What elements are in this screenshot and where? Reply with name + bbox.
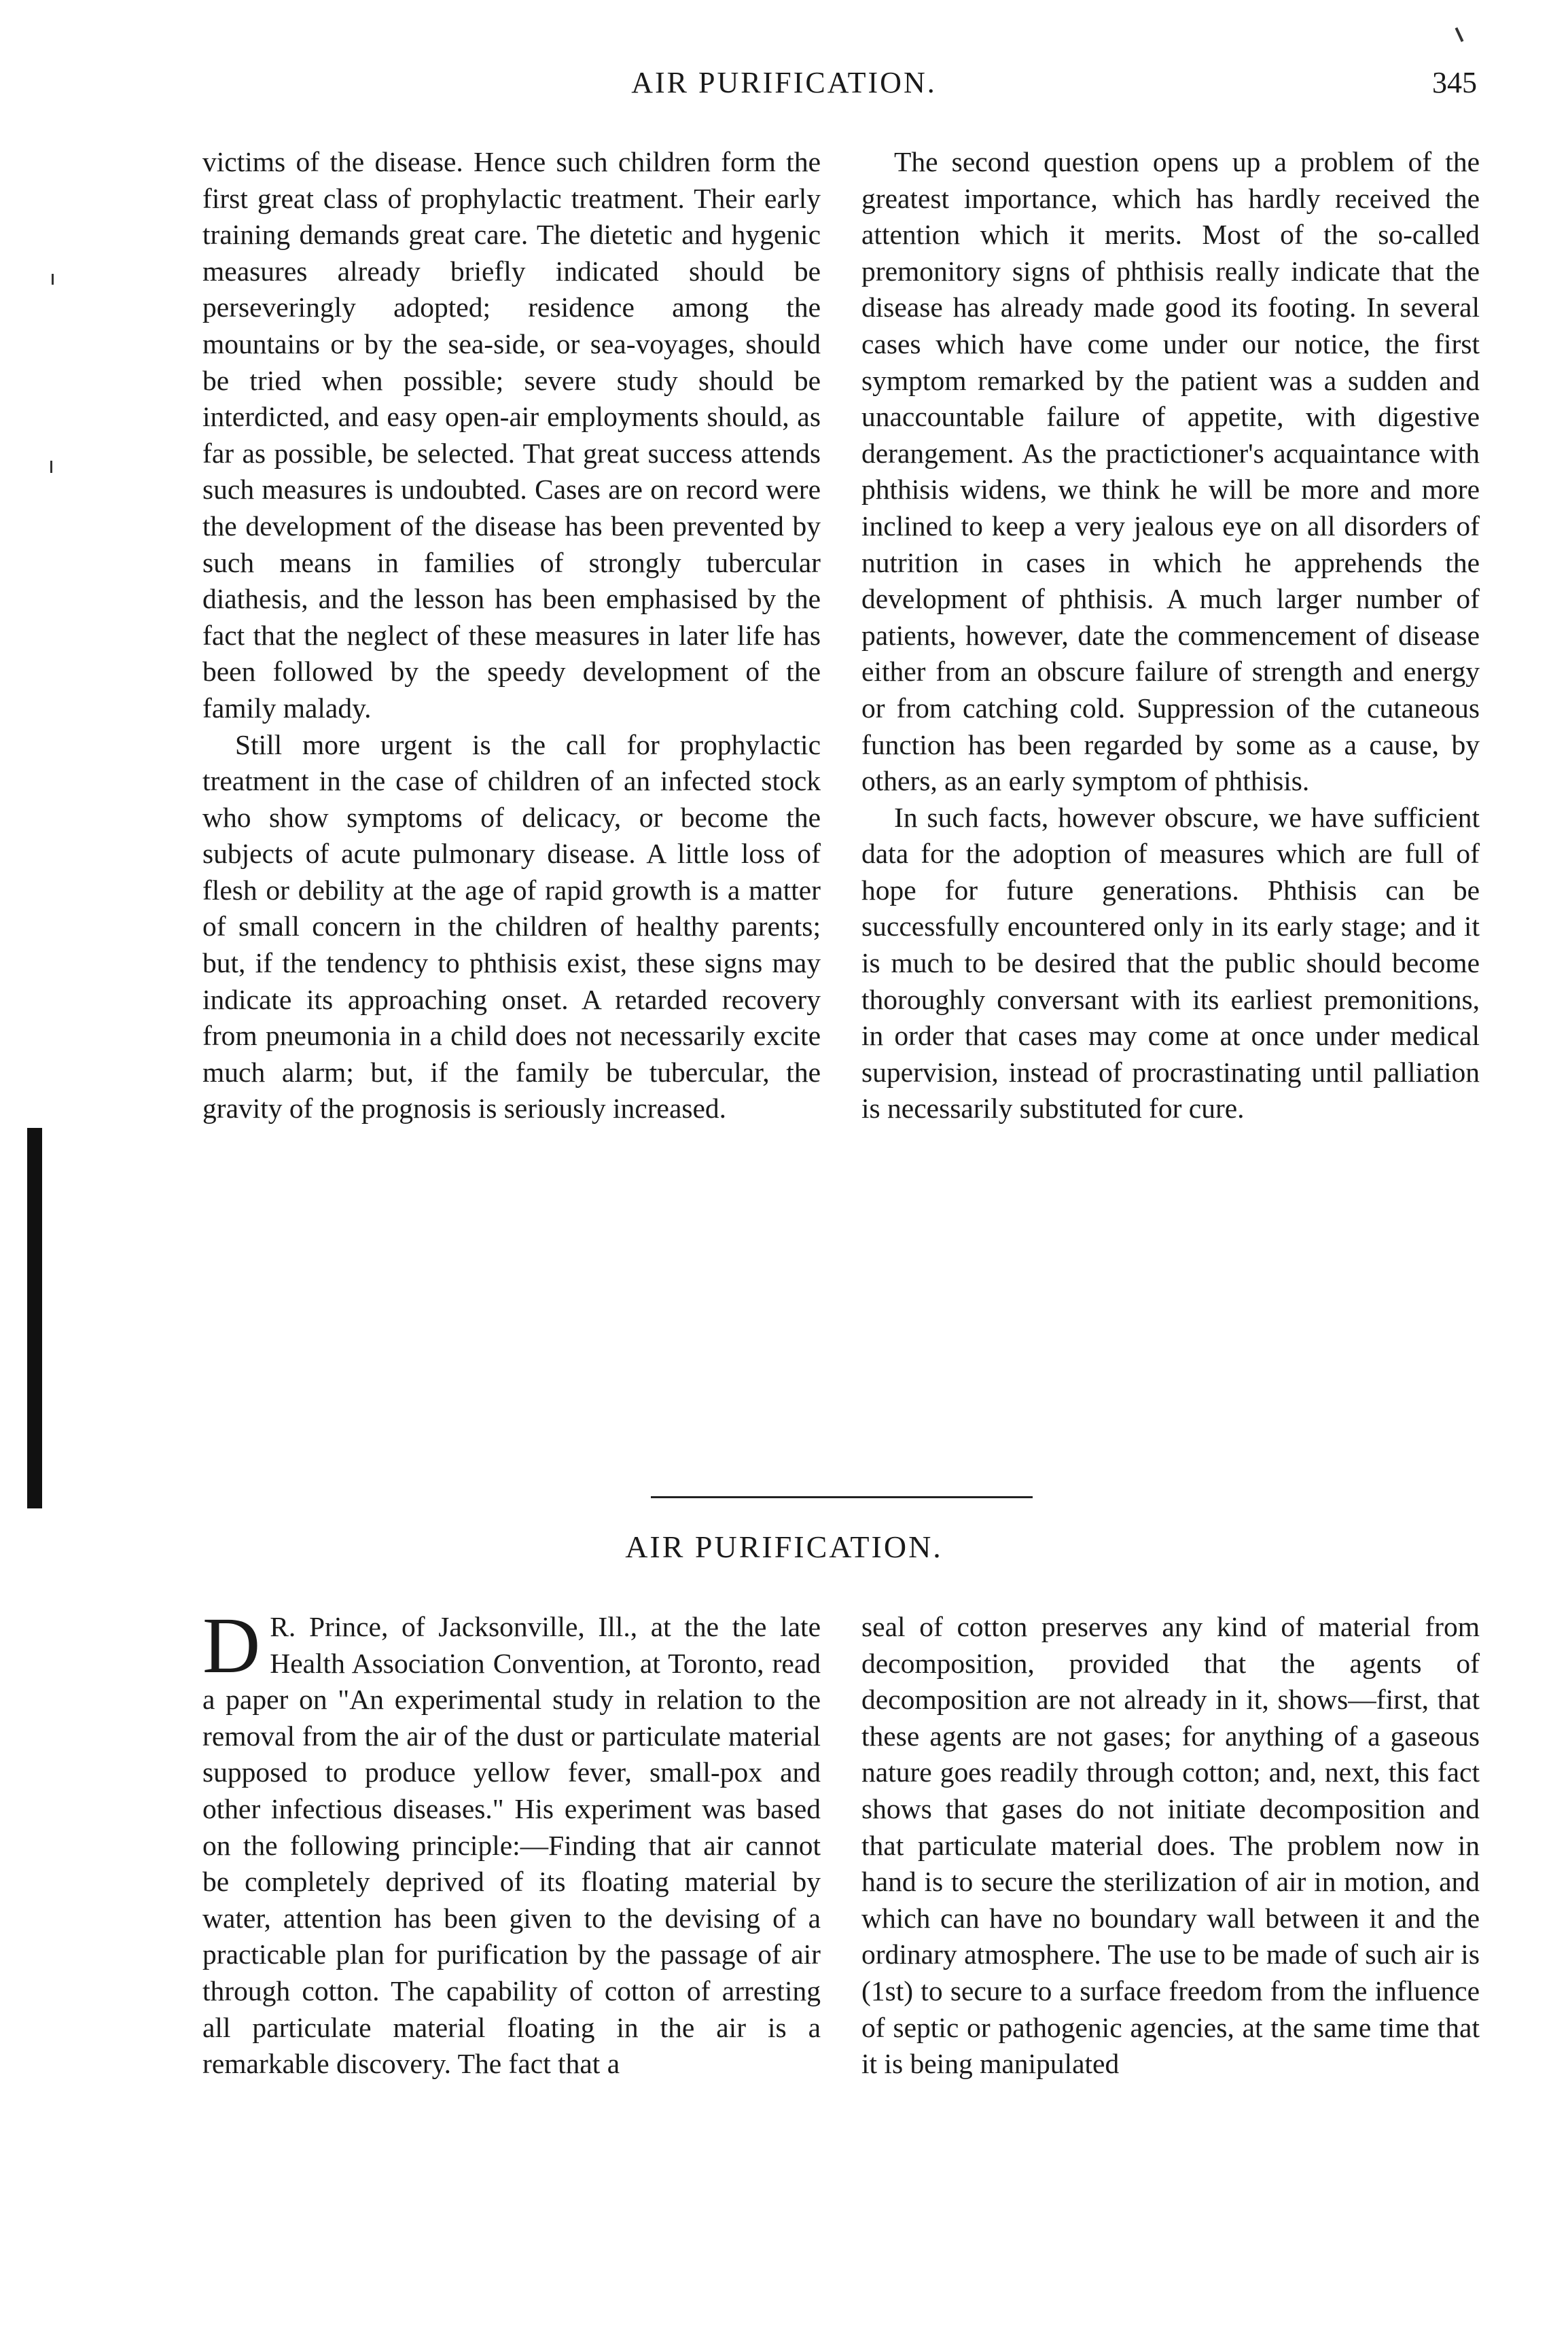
new-article-left-column	[202, 1601, 821, 2083]
continued-article-left-column	[202, 144, 821, 1127]
page-number: 345	[1432, 66, 1477, 99]
section-divider-rule	[651, 1496, 1033, 1498]
running-title: AIR PURIFICATION.	[631, 66, 937, 99]
paragraph: R. Prince, of Jacksonville, Ill., at the the late Health Association Convention, at Toronto, read a paper on "An experimental study in relation to the removal from the air of the dust or particulate material supposed to produce yellow fever, small-pox and other infectious diseases." His experiment was based on the following principle:—Finding that air cannot be completely deprived of its floating material by water, attention has been given to the devising of a practicable plan for purification by the passage of air through cotton. The capability of cotton of arresting all particulate material floating in the air is a remarkable discovery. The fact that a	[202, 1611, 821, 2080]
scan-speck	[50, 461, 52, 473]
paragraph: victims of the disease. Hence such children form the first great class of prophylactic treatment. Their early training demands great care. The dietetic and hygenic measures already briefly indicated should be perseveringly adopted; residence among the mountains or by the sea-side, or sea-voyages, should be tried when possible; severe study should be interdicted, and easy open-air employments should, as far as possible, be selected. That great success attends such measures is undoubted. Cases are on record were the development of the disease has been prevented by such means in families of strongly tubercular diathesis, and the lesson has been emphasised by the fact that the neglect of these measures in later life has been followed by the speedy development of the family malady.	[202, 146, 821, 724]
new-article-right-column	[861, 1609, 1480, 2083]
scan-margin-bar	[27, 1128, 42, 1508]
article-title: AIR PURIFICATION.	[625, 1529, 943, 1564]
continued-article-right-column	[861, 144, 1480, 1127]
paragraph: seal of cotton preserves any kind of material from decomposition, provided that the agents of decomposition are not already in it, shows—first, that these agents are not gases; for anything of a gaseous nature goes readily through cotton; and, next, this fact shows that gases do not initiate decomposition and that particulate material does. The problem now in hand is to secure the sterilization of air in motion, and which can have no boundary wall between it and the ordinary atmosphere. The use to be made of such air is (1st) to secure to a surface freedom from the influence of septic or pathogenic agencies, at the same time that it is being manipulated	[861, 1611, 1480, 2080]
page-header	[0, 65, 1568, 106]
dropcap-letter: D	[202, 1601, 261, 1690]
paragraph: In such facts, however obscure, we have sufficient data for the adoption of measures which are full of hope for future generations. Phthisis can be successfully encountered only in its early stage; and it is much to be desired that the public should become thoroughly conversant with its earliest premonitions, in order that cases may come at once under medical supervision, instead of procrastinating until palliation is necessarily substituted for cure.	[861, 801, 1480, 1125]
paragraph: The second question opens up a problem of the greatest importance, which has hardly received the attention which it merits. Most of the so-called premonitory signs of phthisis really indicate that the disease has already made good its footing. In several cases which have come under our notice, the first symptom remarked by the patient was a sudden and unaccountable failure of appetite, with digestive derangement. As the practictioner's acquaintance with phthisis widens, we think he will be more and more inclined to keep a very jealous eye on all disorders of nutrition in cases in which he apprehends the development of phthisis. A much larger number of patients, however, date the commencement of disease either from an obscure failure of strength and energy or from catching cold. Suppression of the cutaneous function has been regarded by some as a cause, by others, as an early symptom of phthisis.	[861, 146, 1480, 797]
scan-speck	[1455, 27, 1464, 42]
scan-speck	[52, 274, 54, 285]
paragraph: Still more urgent is the call for prophylactic treatment in the case of children of an infected stock who show symptoms of delicacy, or become the subjects of acute pulmonary disease. A little loss of flesh or debility at the age of rapid growth is a matter of small concern in the children of healthy parents; but, if the tendency to phthisis exist, these signs may indicate its approaching onset. A retarded recovery from pneumonia in a child does not necessarily excite much alarm; but, if the family be tubercular, the gravity of the prognosis is seriously increased.	[202, 728, 821, 1125]
